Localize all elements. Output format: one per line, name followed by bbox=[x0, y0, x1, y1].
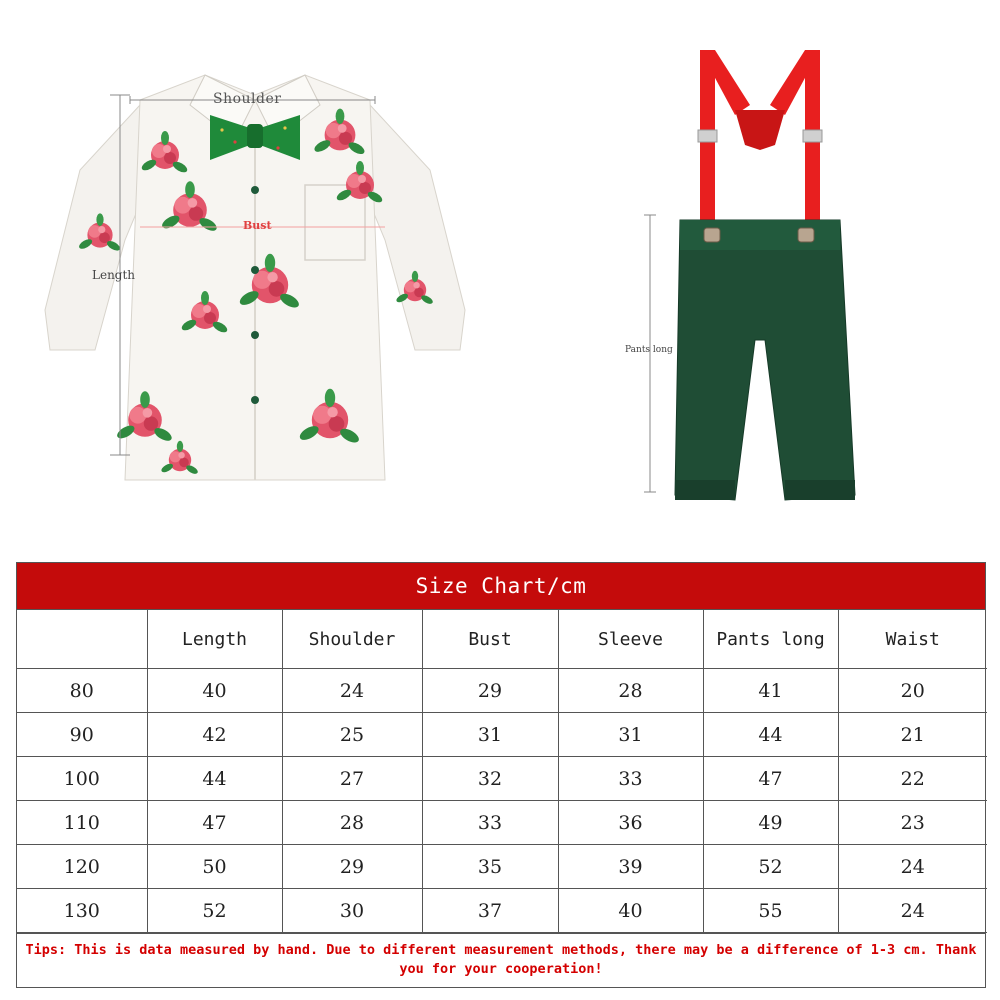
table-row bbox=[17, 801, 987, 845]
table-cell: 27 bbox=[282, 757, 422, 801]
table-cell: 50 bbox=[147, 845, 282, 889]
table-cell: 47 bbox=[703, 757, 838, 801]
size-chart-title: Size Chart/cm bbox=[17, 563, 985, 610]
table-cell: 24 bbox=[282, 669, 422, 713]
table-header-row bbox=[17, 610, 987, 669]
pants-image bbox=[640, 40, 880, 510]
column-header bbox=[17, 610, 147, 669]
table-cell: 31 bbox=[558, 713, 703, 757]
column-header-bust: Bust bbox=[422, 610, 558, 669]
table-row bbox=[17, 889, 987, 933]
table-cell: 52 bbox=[703, 845, 838, 889]
table-cell: 24 bbox=[838, 889, 987, 933]
table-cell: 31 bbox=[422, 713, 558, 757]
size-cell: 120 bbox=[17, 845, 147, 889]
table-cell: 28 bbox=[282, 801, 422, 845]
size-cell: 110 bbox=[17, 801, 147, 845]
measurement-tips: Tips: This is data measured by hand. Due to different measurement methods, there may be a difference of 1-3 cm. Thank you for your cooperation! bbox=[17, 933, 985, 987]
table-cell: 52 bbox=[147, 889, 282, 933]
table-cell: 40 bbox=[558, 889, 703, 933]
size-cell: 100 bbox=[17, 757, 147, 801]
table-cell: 33 bbox=[422, 801, 558, 845]
table-row bbox=[17, 669, 987, 713]
table-row bbox=[17, 713, 987, 757]
table-row bbox=[17, 845, 987, 889]
table-cell: 55 bbox=[703, 889, 838, 933]
table-cell: 44 bbox=[147, 757, 282, 801]
table-cell: 20 bbox=[838, 669, 987, 713]
table-cell: 44 bbox=[703, 713, 838, 757]
column-header-length: Length bbox=[147, 610, 282, 669]
table-cell: 29 bbox=[282, 845, 422, 889]
column-header-sleeve: Sleeve bbox=[558, 610, 703, 669]
table-cell: 49 bbox=[703, 801, 838, 845]
table-cell: 36 bbox=[558, 801, 703, 845]
table-cell: 32 bbox=[422, 757, 558, 801]
shoulder-label: Shoulder bbox=[213, 91, 282, 107]
table-cell: 23 bbox=[838, 801, 987, 845]
pants-long-label: Pants long bbox=[625, 345, 673, 355]
table-cell: 47 bbox=[147, 801, 282, 845]
table-cell: 37 bbox=[422, 889, 558, 933]
table-row bbox=[17, 757, 987, 801]
table-cell: 21 bbox=[838, 713, 987, 757]
table-cell: 28 bbox=[558, 669, 703, 713]
table-cell: 22 bbox=[838, 757, 987, 801]
table-cell: 30 bbox=[282, 889, 422, 933]
table-cell: 41 bbox=[703, 669, 838, 713]
table-cell: 24 bbox=[838, 845, 987, 889]
length-label: Length bbox=[92, 268, 136, 282]
table-cell: 29 bbox=[422, 669, 558, 713]
table-cell: 25 bbox=[282, 713, 422, 757]
size-chart bbox=[16, 562, 986, 988]
size-table bbox=[17, 610, 987, 933]
column-header-pants-long: Pants long bbox=[703, 610, 838, 669]
size-cell: 80 bbox=[17, 669, 147, 713]
size-cell: 90 bbox=[17, 713, 147, 757]
table-cell: 39 bbox=[558, 845, 703, 889]
table-cell: 42 bbox=[147, 713, 282, 757]
table-cell: 35 bbox=[422, 845, 558, 889]
size-cell: 130 bbox=[17, 889, 147, 933]
table-cell: 33 bbox=[558, 757, 703, 801]
column-header-shoulder: Shoulder bbox=[282, 610, 422, 669]
table-cell: 40 bbox=[147, 669, 282, 713]
column-header-waist: Waist bbox=[838, 610, 987, 669]
bust-label: Bust bbox=[243, 219, 272, 232]
